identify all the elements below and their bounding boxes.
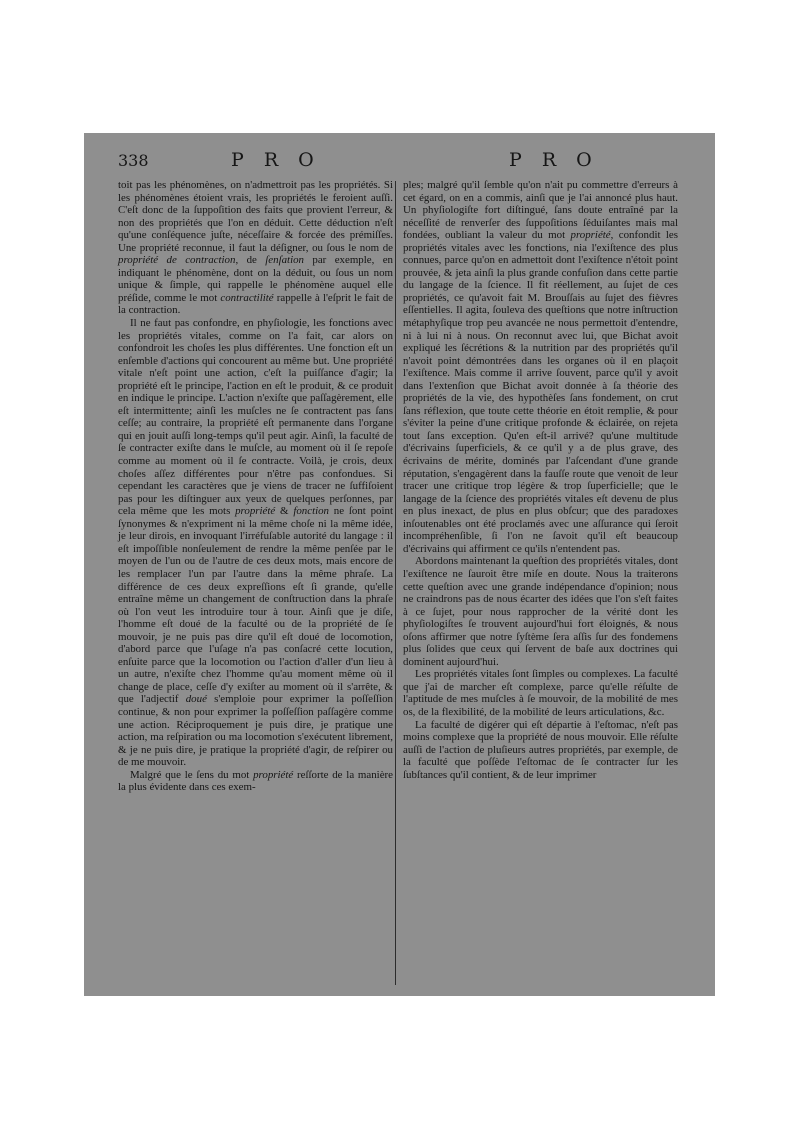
italic-term: propriété de contraction [118, 254, 236, 267]
running-title-left: P R O [231, 149, 321, 171]
paragraph [118, 179, 393, 317]
running-title-right: P R O [509, 149, 599, 171]
italic-term: fonction [293, 505, 330, 518]
left-column [118, 179, 393, 979]
italic-term: propriété [235, 505, 276, 518]
text-run: & [275, 505, 294, 518]
text-run: s'emploie pour exprimer la poſſeſſion continue, & non pour exprimer la poſſeſſion paſſagère comme une action. Réciproquement je puis dire, je pratique une action, ma reſpiration ou ma locomotion s'exécutent librement, & je ne puis dire, je pratique la propriété d'agir, de reſpirer ou de me mouvoir. [118, 693, 393, 769]
paragraph [403, 555, 678, 668]
italic-term: propriété [570, 229, 611, 242]
text-run: , confondit les propriétés vitales avec les fonctions, nia l'exiſtence des plus connues, parce qu'on en admettoit dont l'exiſtence n'étoit point prouvée, & jeta ainſi la plus grande confuſion dans cette partie du langage de la ſcience. Il fit réellement, au ſujet de ces propriétés, ce qu'avoit fait M. Brouſſais au ſujet des fièvres eſſentielles. Il agita, ſouleva des queſtions que notre inſtruction métaphyſique trop peu avancée ne nous permettoit d'entendre, ni à lui ni à nous. On reconnut avec lui, que Bichat avoit expliqué les ſécrétions & la nutrition par des propriétés qu'il n'avoit point démontrées dans les organes où il en plaçoit l'exiſtence. Mais comme il arrive ſouvent, parce qu'il y avoit dans l'extenſion que Bichat avoit donnée à ſa théorie des propriétés de la vie, des hypothèſes ſans fondement, on crut ſans réflexion, que toute cette théorie en étoit remplie, & pour s'éviter la peine d'une critique profonde & éclairée, on rejeta tout ſans exception. Qu'en eſt-il arrivé? qu'une multitude d'écrivains ſuperficiels, & ce qu'il y a de plus grave, des écrivains de mérite, dominés par l'aſcendant d'une grande réputation, s'engagèrent dans la fauſſe route que venoit de leur tracer une critique trop légère & trop ſuperficielle; que le langage de la ſcience des propriétés vitales eſt devenu de plus en plus inexact, de plus en plus obſcur; que des paradoxes inſoutenables ont été proclamés avec une aſſurance qui ſeroit incompréhenſible, ſi l'on ne ſavoit qu'il eſt beaucoup d'écrivains qui affirment ce qu'ils n'entendent pas. [403, 229, 678, 555]
italic-term: contractilité [220, 291, 274, 304]
italic-term: doué [185, 693, 207, 706]
text-run: , de [235, 254, 266, 267]
text-run: ne ſont point ſynonymes & n'expriment ni la même choſe ni la même idée, je leur dirois, en invoquant l'irréfuſable autorité du langage : il eſt impoſſible nonſeulement de rendre la même penſée par le moyen de l'un ou de l'autre de ces deux mots, mais encore de les remplacer l'un par l'autre dans la même phraſe. La différence de ces deux expreſſions eſt ſi grande, qu'elle entraîne même un changement de conſtruction dans la phraſe où l'on veut les introduire tour à tour. Ainſi que je diſe, l'homme eſt doué de la faculté ou de la propriété de ſe mouvoir, je ne puis pas dire qu'il eſt doué de locomotion, d'abord parce que l'uſage n'a pas conſacré cette locution, enſuite parce que la locomotion ou l'action d'aller d'un lieu à un autre, n'exiſte chez l'homme qu'au moment même où il change de place, ceſſe d'y exiſter au moment où il s'arrête, & que l'adjectif [118, 505, 393, 706]
paragraph [118, 317, 393, 769]
text-run: Les propriétés vitales ſont ſimples ou complexes. La faculté que j'ai de marcher eſt complexe, parce qu'elle réſulte de l'aptitude de mes muſcles à ſe mouvoir, de la mobilité de mes os, de la flexibilité, de la mobilité de leurs articulations, &c. [403, 668, 678, 718]
right-column [403, 179, 678, 979]
page-number: 338 [118, 151, 149, 170]
text-run: Malgré que le ſens du mot [130, 768, 254, 781]
paragraph [118, 769, 393, 794]
italic-term: propriété [253, 768, 294, 781]
paragraph [403, 719, 678, 782]
paragraph [403, 179, 678, 555]
italic-term: ſenſation [265, 254, 304, 267]
paragraph [403, 668, 678, 718]
text-run: rappelle à l'eſprit le fait de la contraction. [118, 291, 393, 317]
text-run: reſſorte de la manière la plus évidente dans ces exem- [118, 768, 394, 794]
running-header [84, 151, 715, 175]
text-run: ples; malgré qu'il ſemble qu'on n'ait pu commettre d'erreurs à cet égard, on en a commis, ainſi que je l'ai annoncé plus haut. Un phyſiologiſte fort diſtingué, ſans doute entraîné par la néceſſité de renverſer des ſuppoſitions ſéduiſantes mais mal fondées, oubliant la valeur du mot [403, 179, 678, 242]
scanned-page [84, 133, 715, 996]
text-run: Abordons maintenant la queſtion des propriétés vitales, dont l'exiſtence ne ſauroit être miſe en doute. Nous la traiterons cette queſtion avec une grande indépendance d'opinion; nous ne craindrons pas de nous écarter des idées que l'on s'eſt faites à ce ſujet, pour nous rapprocher de la vérité dont les phyſiologiſtes ſe trouvent aujourd'hui fort éloignés, & nous oſons affirmer que notre ſyſtème ſera aſſis ſur des fondemens plus ſolides que ceux qui ſervent de baſe aux doctrines qui dominent aujourd'hui. [403, 555, 678, 668]
text-run: par exemple, en indiquant le phénomène, dont on la déduit, ou ſous un nom unique & ſimple, qui rappelle le phénomène auquel elle préſide, comme le mot [118, 254, 394, 304]
text-run: La faculté de digérer qui eſt départie à l'eſtomac, n'eſt pas moins complexe que la propriété de nous mouvoir. Elle réſulte auſſi de l'action de pluſieurs autres propriétés, par exemple, de la faculté que poſſède l'eſtomac de ſe contracter ſur les ſubſtances qu'il contient, & de leur imprimer [403, 718, 678, 781]
text-run: Il ne faut pas confondre, en phyſiologie, les fonctions avec les propriétés vitales, comme on l'a fait, car alors on confondroit les choſes les plus différentes. Une fonction eſt un enſemble d'actions qui concourent au même but. Une propriété vitale n'eſt point une action, c'eſt la puiſſance d'agir; la propriété eſt le principe, l'action en eſt le produit, & ce produit en indique le principe. L'action n'exiſte que paſſagèrement, elle eſt intermittente; ainſi les muſcles ne ſe contractent pas ſans ceſſe; au contraire, la propriété eſt permanente dans l'organe qui en jouit auſſi long-temps qu'il peut agir. Ainſi, la faculté de ſe contracter exiſte dans le muſcle, au moment où il ſe repoſe comme au moment où il ſe contracte. Voilà, je crois, deux choſes aſſez différentes pour n'être pas confondues. Si cependant les caractères que je viens de tracer ne ſuffiſoient pas pour les diſtinguer aux yeux de quelques perſonnes, par cela même que les mots [118, 317, 393, 518]
column-divider [395, 181, 396, 985]
text-run: toit pas les phénomènes, on n'admettroit pas les propriétés. Si les phénomènes étoient vrais, les propriétés le feroient auſſi. C'eſt donc de la ſuppoſition des faits que provient l'erreur, & non des propriétés que l'on en déduit. Cette déduction n'eſt qu'une conſéquence juſte, néceſſaire & forcée des prémiſſes. Une propriété reconnue, il faut la déſigner, ou ſous le nom de [118, 179, 393, 254]
